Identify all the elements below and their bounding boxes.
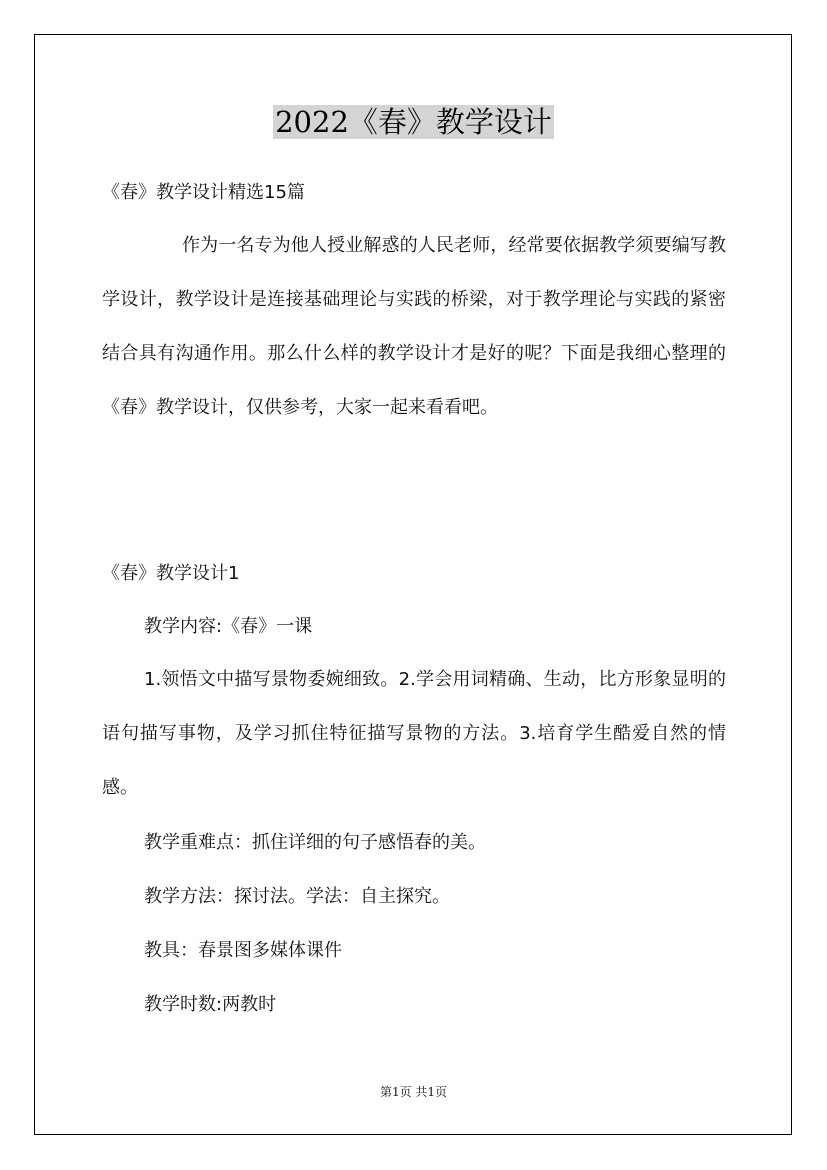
teaching-tools: 教具：春景图多媒体课件: [144, 940, 342, 961]
document-subtitle: 《春》教学设计精选15篇: [102, 182, 305, 203]
teaching-goals: 1.领悟文中描写景物委婉细致。2.学会用词精确、生动，比方形象显明的语句描写事物，及学习抓住特征描写景物的方法。3.培育学生酷爱自然的情感。: [102, 669, 726, 798]
teaching-hours: 教学时数:两教时: [144, 994, 277, 1015]
section-heading: 《春》教学设计1: [102, 563, 240, 584]
teaching-difficulty: 教学重难点：抓住详细的句子感悟春的美。: [144, 832, 486, 853]
teaching-content: 教学内容:《春》一课: [144, 616, 313, 637]
document-title-text: 2022《春》教学设计: [275, 105, 552, 139]
intro-paragraph: 作为一名专为他人授业解惑的人民老师，经常要依据教学须要编写教学设计，教学设计是连接基础理论与实践的桥梁，对于教学理论与实践的紧密结合具有沟通作用。那么什么样的教学设计才是好的呢？下面是我细心整理的《春》教学设计，仅供参考，大家一起来看看吧。: [102, 235, 726, 418]
teaching-method: 教学方法：探讨法。学法：自主探究。: [144, 886, 450, 907]
document-title: [0, 100, 827, 144]
page-footer: 第1页 共1页: [379, 1085, 448, 1099]
